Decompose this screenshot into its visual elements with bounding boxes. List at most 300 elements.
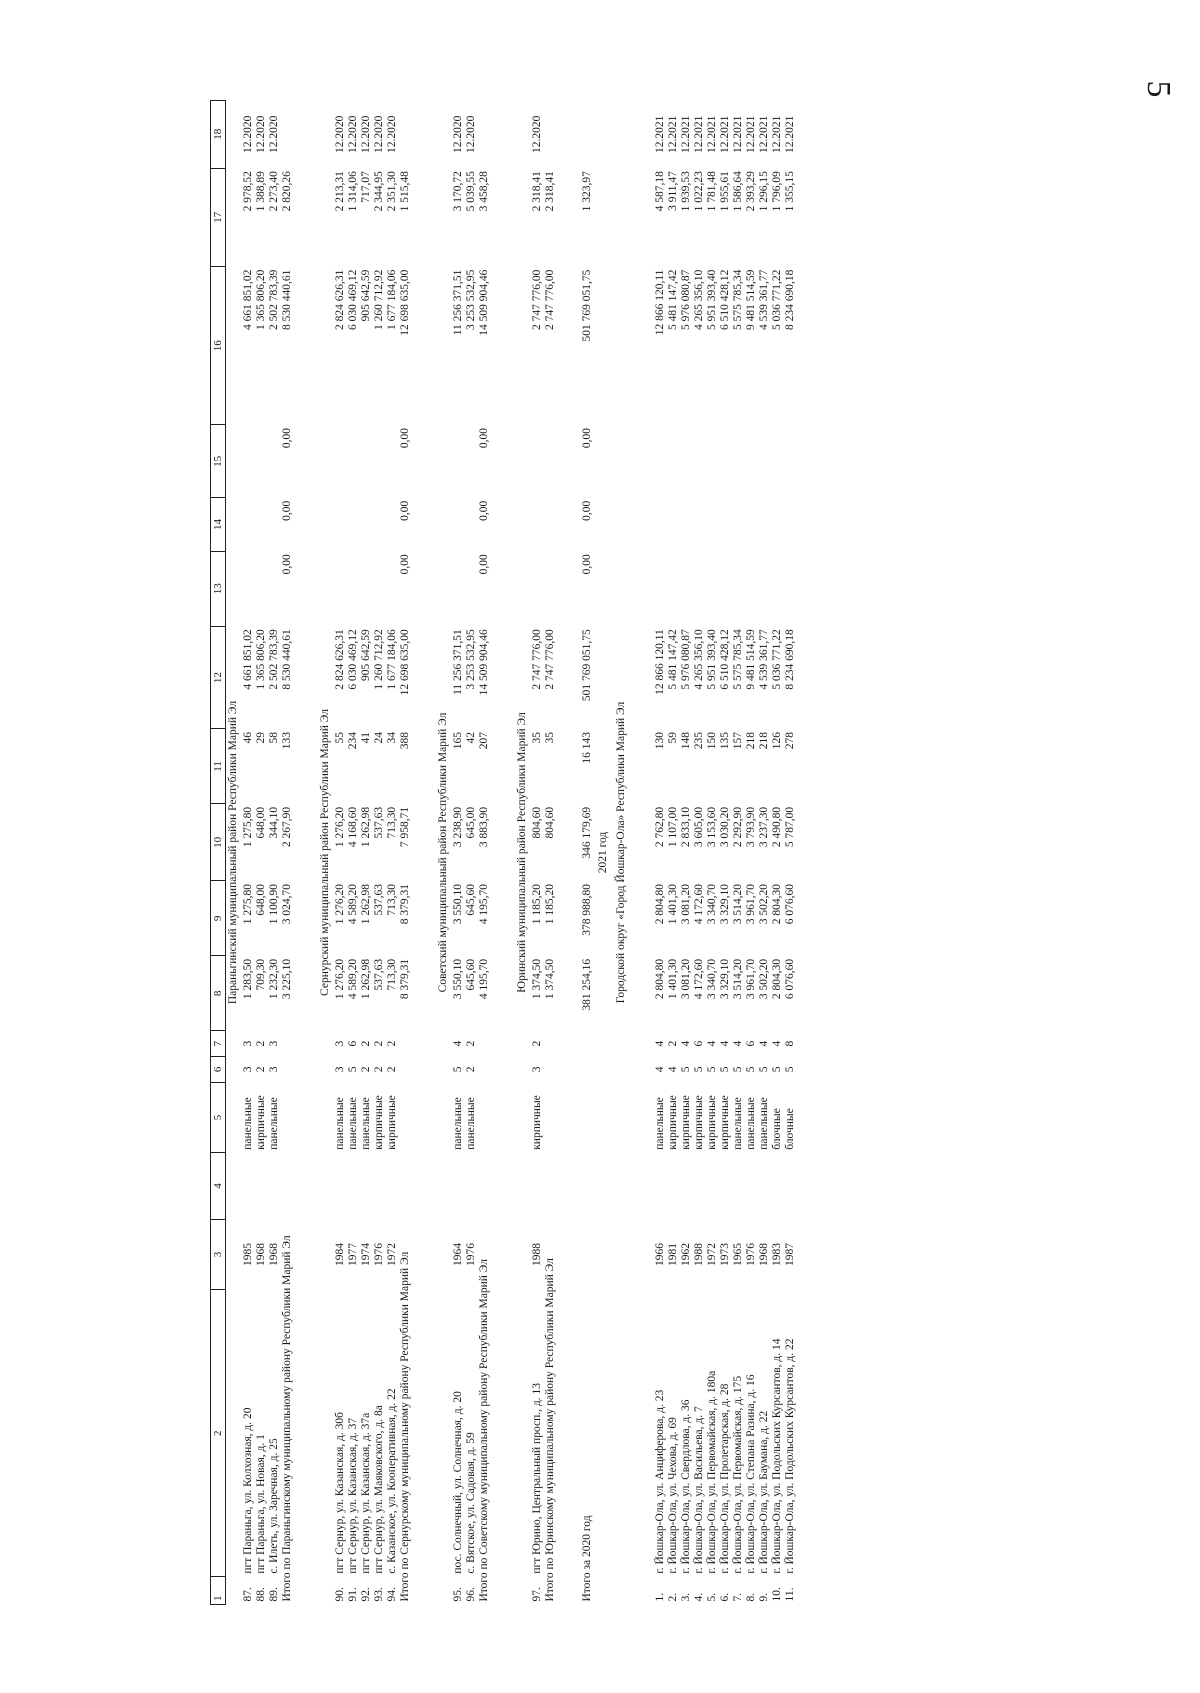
- cell-col-14: [732, 498, 745, 552]
- cell-col-4: [693, 1153, 706, 1219]
- cell-col-4: [347, 1153, 360, 1219]
- cell-col-11: 126: [771, 731, 783, 750]
- total-cell-col-6: [399, 1056, 412, 1082]
- cell-col-3: 1988: [693, 1242, 705, 1266]
- cell-col-18: 12.2021: [732, 115, 744, 153]
- cell-col-14: [465, 498, 478, 552]
- cell-col-14: [242, 498, 255, 552]
- cell-col-5: кирпичные: [693, 1095, 705, 1150]
- total-cell-col-11: 388: [399, 731, 411, 750]
- cell-col-17: 2 318,41: [531, 171, 543, 212]
- cell-col-1: 88.: [255, 1587, 267, 1602]
- cell-col-2: с. Илеть, ул. Заречная, д. 25: [268, 1438, 280, 1574]
- cell-col-8: 1 401,30: [667, 958, 679, 1000]
- total-cell-col-6: [478, 1056, 491, 1082]
- total-cell-col-11: 16 143: [581, 731, 593, 764]
- cell-col-12: 2 502 783,39: [268, 629, 280, 690]
- cell-col-14: [680, 498, 693, 552]
- total-cell-col-6: [544, 1056, 557, 1082]
- cell-col-6: 3: [334, 1066, 346, 1073]
- spacer-row: [491, 101, 515, 1605]
- cell-col-9: 3 081,20: [680, 883, 692, 925]
- column-number-11: 11: [211, 729, 226, 804]
- total-cell-col-16: 12 698 635,00: [399, 269, 411, 336]
- cell-col-9: 2 804,30: [771, 883, 783, 925]
- total-cell-col-18: [281, 101, 294, 169]
- cell-col-14: [758, 498, 771, 552]
- cell-col-8: 3 514,20: [732, 958, 744, 1000]
- cell-col-7: 2: [255, 1040, 267, 1047]
- cell-col-3: 1987: [784, 1242, 796, 1266]
- cell-col-2: пгт Параньга, ул. Колхозная, д. 20: [242, 1407, 254, 1574]
- cell-col-18: 12.2020: [242, 115, 254, 153]
- cell-col-17: 1 296,15: [758, 171, 770, 212]
- cell-col-16: 5 575 785,34: [732, 269, 744, 330]
- cell-col-8: 6 076,60: [784, 958, 796, 1000]
- cell-col-3: 1972: [706, 1242, 718, 1266]
- cell-col-8: 1 262,98: [360, 958, 372, 1000]
- cell-col-2: г. Йошкар-Ола, ул. Подольских Курсантов, д. 14: [771, 1338, 783, 1574]
- cell-col-15: [452, 425, 465, 498]
- cell-col-10: 5 787,00: [784, 806, 796, 848]
- page-number: 5: [1140, 80, 1177, 98]
- cell-col-11: 135: [719, 731, 731, 750]
- column-number-header: [211, 101, 226, 1605]
- cell-col-12: 8 234 690,18: [784, 629, 796, 690]
- cell-col-7: 3: [268, 1040, 280, 1047]
- table-row: [452, 101, 465, 1605]
- cell-col-9: 4 172,60: [693, 883, 705, 925]
- cell-col-9: 645,60: [465, 883, 477, 916]
- cell-col-8: 537,63: [373, 958, 385, 991]
- cell-col-1: 96.: [465, 1587, 477, 1602]
- cell-col-18: 12.2020: [452, 115, 464, 153]
- cell-col-14: [255, 498, 268, 552]
- cell-col-5: панельные: [360, 1097, 372, 1150]
- section-title: Юринский муниципальный район Республики Марий Эл: [516, 712, 529, 993]
- cell-col-13: [242, 551, 255, 626]
- cell-col-11: 218: [745, 731, 757, 750]
- column-number-6: 6: [211, 1056, 226, 1082]
- cell-col-5: кирпичные: [531, 1095, 543, 1150]
- cell-col-2: г. Йошкар-Ола, ул. Степана Разина, д. 16: [745, 1374, 757, 1574]
- cell-col-17: 5 039,55: [465, 171, 477, 212]
- cell-col-2: г. Йошкар-Ола, ул. Анциферова, д. 23: [654, 1389, 666, 1574]
- cell-col-2: г. Йошкар-Ола, ул. Пролетарская, д. 28: [719, 1383, 731, 1574]
- total-cell-col-4: [544, 1153, 557, 1219]
- cell-col-5: кирпичные: [680, 1095, 692, 1150]
- total-cell-col-6: [581, 1056, 594, 1082]
- table-row: [693, 101, 706, 1605]
- cell-col-18: 12.2020: [268, 115, 280, 153]
- total-cell-col-9: 8 379,31: [399, 883, 411, 925]
- cell-col-1: 7.: [732, 1592, 744, 1602]
- cell-col-11: 130: [654, 731, 666, 750]
- table-row: [784, 101, 797, 1605]
- cell-col-8: 3 550,10: [452, 958, 464, 1000]
- cell-col-8: 713,30: [386, 958, 398, 991]
- total-cell-col-7: [544, 1031, 557, 1057]
- cell-col-18: 12.2021: [693, 115, 705, 153]
- cell-col-14: [667, 498, 680, 552]
- total-cell-col-7: [399, 1031, 412, 1057]
- total-cell-col-8: 3 225,10: [281, 958, 293, 1000]
- cell-col-1: 2.: [667, 1592, 679, 1602]
- section-title: Городской округ «Город Йошкар-Ола» Республики Марий Эл: [615, 701, 628, 1004]
- total-cell-col-4: [281, 1153, 294, 1219]
- cell-col-6: 5: [732, 1066, 744, 1073]
- cell-col-17: 2 213,31: [334, 171, 346, 212]
- cell-col-2: пгт Сернур, ул. Казанская, д. 37а: [360, 1412, 372, 1574]
- cell-col-15: [784, 425, 797, 498]
- total-cell-col-6: [281, 1056, 294, 1082]
- total-cell-col-15: 0,00: [281, 427, 293, 449]
- spacer-cell: [294, 101, 318, 1605]
- total-cell-col-16: 501 769 051,75: [581, 269, 593, 342]
- cell-col-15: [255, 425, 268, 498]
- cell-col-6: 4: [667, 1066, 679, 1073]
- cell-col-15: [531, 425, 544, 498]
- cell-col-13: [719, 551, 732, 626]
- cell-col-13: [732, 551, 745, 626]
- cell-col-16: 1 365 806,20: [255, 269, 267, 330]
- total-row: [581, 101, 594, 1605]
- cell-col-12: 12 866 120,11: [654, 629, 666, 695]
- cell-col-15: [758, 425, 771, 498]
- cell-col-18: 12.2021: [758, 115, 770, 153]
- cell-col-4: [667, 1153, 680, 1219]
- cell-col-3: 1976: [373, 1242, 385, 1266]
- register-table: [210, 100, 797, 1605]
- cell-col-9: 648,00: [255, 883, 267, 916]
- cell-col-10: 645,00: [465, 806, 477, 839]
- cell-col-15: [360, 425, 373, 498]
- cell-col-13: [771, 551, 784, 626]
- cell-col-14: [745, 498, 758, 552]
- cell-col-10: 648,00: [255, 806, 267, 839]
- cell-col-1: 5.: [706, 1592, 718, 1602]
- cell-col-1: 6.: [719, 1592, 731, 1602]
- total-row: [478, 101, 491, 1605]
- cell-col-11: 218: [758, 731, 770, 750]
- total-cell-col-4: [399, 1153, 412, 1219]
- cell-col-3: 1981: [667, 1242, 679, 1266]
- cell-col-17: 2 273,40: [268, 171, 280, 212]
- cell-col-16: 5 951 393,40: [706, 269, 718, 330]
- cell-col-8: 4 172,60: [693, 958, 705, 1000]
- cell-col-18: 12.2021: [654, 115, 666, 153]
- table-row: [334, 101, 347, 1605]
- cell-col-7: 2: [360, 1040, 372, 1047]
- cell-col-8: 3 961,70: [745, 958, 757, 1000]
- cell-col-4: [531, 1153, 544, 1219]
- cell-col-12: 1 260 712,92: [373, 629, 385, 690]
- cell-col-1: 94.: [386, 1587, 398, 1602]
- total-cell-col-9: 1 185,20: [544, 883, 556, 925]
- cell-col-4: [452, 1153, 465, 1219]
- cell-col-17: 1 388,89: [255, 171, 267, 212]
- cell-col-11: 42: [465, 731, 477, 744]
- cell-col-15: [373, 425, 386, 498]
- column-number-12: 12: [211, 626, 226, 729]
- cell-col-13: [268, 551, 281, 626]
- cell-col-18: 12.2021: [784, 115, 796, 153]
- cell-col-14: [373, 498, 386, 552]
- cell-col-1: 92.: [360, 1587, 372, 1602]
- cell-col-11: 34: [386, 731, 398, 744]
- table-row: [719, 101, 732, 1605]
- cell-col-7: 2: [667, 1040, 679, 1047]
- cell-col-10: 3 153,60: [706, 806, 718, 848]
- cell-col-18: 12.2020: [386, 115, 398, 153]
- cell-col-11: 35: [531, 731, 543, 744]
- cell-col-5: панельные: [334, 1097, 346, 1150]
- table-row: [732, 101, 745, 1605]
- cell-col-1: 11.: [784, 1587, 796, 1602]
- column-number-4: 4: [211, 1153, 226, 1219]
- total-label: Итого по Сернурскому муниципальному району Республики Марий Эл: [398, 1251, 411, 1602]
- total-cell-col-11: 207: [478, 731, 490, 750]
- cell-col-5: кирпичные: [706, 1095, 718, 1150]
- cell-col-3: 1968: [255, 1242, 267, 1266]
- cell-col-12: 5 951 393,40: [706, 629, 718, 690]
- cell-col-10: 537,63: [373, 806, 385, 839]
- cell-col-4: [360, 1153, 373, 1219]
- cell-col-2: пгт Юрино, Центральный просп., д. 13: [531, 1383, 543, 1574]
- cell-col-15: [334, 425, 347, 498]
- cell-col-16: 11 256 371,51: [452, 269, 464, 336]
- year-heading-row: [594, 101, 614, 1605]
- cell-col-1: 8.: [745, 1592, 757, 1602]
- total-cell-col-17: 1 323,97: [581, 171, 593, 212]
- total-row: [544, 101, 557, 1605]
- cell-col-3: 1964: [452, 1242, 464, 1266]
- cell-col-2: г. Йошкар-Ола, ул. Первомайская, д. 175: [732, 1375, 744, 1574]
- cell-col-15: [242, 425, 255, 498]
- cell-col-14: [268, 498, 281, 552]
- column-number-14: 14: [211, 498, 226, 552]
- cell-col-6: 5: [771, 1066, 783, 1073]
- total-cell-col-12: 8 530 440,61: [281, 629, 293, 690]
- cell-col-12: 9 481 514,59: [745, 629, 757, 690]
- cell-col-16: 5 481 147,42: [667, 269, 679, 330]
- total-cell-col-5: [544, 1082, 557, 1153]
- total-cell-col-11: 35: [544, 731, 556, 744]
- cell-col-7: 4: [706, 1040, 718, 1047]
- cell-col-5: кирпичные: [719, 1095, 731, 1150]
- cell-col-16: 4 539 361,77: [758, 269, 770, 330]
- cell-col-12: 11 256 371,51: [452, 629, 464, 695]
- cell-col-16: 4 661 851,02: [242, 269, 254, 330]
- cell-col-13: [758, 551, 771, 626]
- column-number-15: 15: [211, 425, 226, 498]
- cell-col-18: 12.2020: [373, 115, 385, 153]
- cell-col-13: [373, 551, 386, 626]
- cell-col-13: [680, 551, 693, 626]
- cell-col-12: 1 365 806,20: [255, 629, 267, 690]
- column-number-8: 8: [211, 956, 226, 1031]
- total-cell-col-7: [478, 1031, 491, 1057]
- section-title: Сернурский муниципальный район Республики Марий Эл: [319, 709, 332, 996]
- cell-col-17: 4 587,18: [654, 171, 666, 212]
- total-cell-col-14: 0,00: [478, 500, 490, 521]
- spacer-row: [557, 101, 581, 1605]
- cell-col-10: 1 262,98: [360, 806, 372, 848]
- cell-col-6: 2: [255, 1066, 267, 1073]
- cell-col-3: 1962: [680, 1242, 692, 1266]
- cell-col-7: 4: [452, 1040, 464, 1047]
- cell-col-11: 41: [360, 731, 372, 744]
- column-number-18: 18: [211, 101, 226, 169]
- cell-col-2: г. Йошкар-Ола, ул. Первомайская, д. 180а: [706, 1370, 718, 1574]
- cell-col-8: 709,30: [255, 958, 267, 991]
- cell-col-7: 6: [347, 1040, 359, 1047]
- total-cell-col-18: [581, 101, 594, 169]
- cell-col-15: [654, 425, 667, 498]
- cell-col-14: [386, 498, 399, 552]
- cell-col-16: 12 866 120,11: [654, 269, 666, 336]
- table-row: [347, 101, 360, 1605]
- cell-col-5: кирпичные: [386, 1095, 398, 1150]
- cell-col-17: 1 955,61: [719, 171, 731, 212]
- cell-col-3: 1968: [268, 1242, 280, 1266]
- cell-col-18: 12.2021: [680, 115, 692, 153]
- cell-col-12: 5 575 785,34: [732, 629, 744, 690]
- cell-col-9: 1 276,20: [334, 883, 346, 925]
- cell-col-2: г. Йошкар-Ола, ул. Баумана, д. 22: [758, 1410, 770, 1574]
- cell-col-9: 1 262,98: [360, 883, 372, 925]
- cell-col-17: 3 170,72: [452, 171, 464, 212]
- cell-col-7: 4: [680, 1040, 692, 1047]
- total-cell-col-10: 804,60: [544, 806, 556, 839]
- section-heading-row: [226, 101, 243, 1605]
- cell-col-5: панельные: [347, 1097, 359, 1150]
- cell-col-3: 1976: [465, 1242, 477, 1266]
- cell-col-3: 1983: [771, 1242, 783, 1266]
- cell-col-17: 1 781,48: [706, 171, 718, 212]
- cell-col-17: 717,07: [360, 171, 372, 203]
- cell-col-2: пгт Сернур, ул. Казанская, д. 37: [347, 1417, 359, 1574]
- cell-col-7: 6: [693, 1040, 705, 1047]
- cell-col-6: 5: [452, 1066, 464, 1073]
- cell-col-5: кирпичные: [255, 1095, 267, 1150]
- cell-col-4: [255, 1153, 268, 1219]
- cell-col-12: 4 539 361,77: [758, 629, 770, 690]
- cell-col-11: 29: [255, 731, 267, 744]
- cell-col-8: 3 340,70: [706, 958, 718, 1000]
- cell-col-2: с. Казанское, ул. Кооперативная, д. 22: [386, 1388, 398, 1574]
- cell-col-10: 2 762,80: [654, 806, 666, 848]
- cell-col-15: [771, 425, 784, 498]
- cell-col-9: 1 100,90: [268, 883, 280, 925]
- column-number-2: 2: [211, 1290, 226, 1577]
- cell-col-9: 537,63: [373, 883, 385, 916]
- cell-col-18: 12.2020: [465, 115, 477, 153]
- cell-col-8: 1 276,20: [334, 958, 346, 1000]
- cell-col-4: [745, 1153, 758, 1219]
- cell-col-6: 5: [745, 1066, 757, 1073]
- cell-col-1: 1.: [654, 1592, 666, 1602]
- section-title: Советский муниципальный район Республики Марий Эл: [437, 712, 450, 993]
- cell-col-6: 4: [654, 1066, 666, 1073]
- spacer-row: [412, 101, 436, 1605]
- cell-col-11: 235: [693, 731, 705, 750]
- cell-col-12: 6 510 428,12: [719, 629, 731, 690]
- year-title: 2021 год: [597, 831, 610, 874]
- table-row: [268, 101, 281, 1605]
- spacer-row: [630, 101, 654, 1605]
- section-heading-row: [614, 101, 630, 1605]
- cell-col-14: [360, 498, 373, 552]
- cell-col-4: [465, 1153, 478, 1219]
- cell-col-9: 3 329,10: [719, 883, 731, 925]
- cell-col-1: 93.: [373, 1587, 385, 1602]
- total-cell-col-16: 14 509 904,46: [478, 269, 490, 336]
- table-row: [680, 101, 693, 1605]
- cell-col-1: 90.: [334, 1587, 346, 1602]
- cell-col-9: 1 275,80: [242, 883, 254, 925]
- total-cell-col-10: 346 179,69: [581, 806, 593, 859]
- total-label: Итого по Параньгинскому муниципальному району Республики Марий Эл: [280, 1235, 293, 1602]
- cell-col-5: панельные: [452, 1097, 464, 1150]
- cell-col-12: 3 253 532,95: [465, 629, 477, 690]
- cell-col-7: 4: [654, 1040, 666, 1047]
- cell-col-18: 12.2020: [347, 115, 359, 153]
- cell-col-11: 278: [784, 731, 796, 750]
- cell-col-5: панельные: [758, 1097, 770, 1150]
- cell-col-17: 2 978,52: [242, 171, 254, 212]
- cell-col-8: 4 589,20: [347, 958, 359, 1000]
- table-body: [226, 101, 798, 1605]
- cell-col-17: 1 586,64: [732, 171, 744, 212]
- cell-col-13: [255, 551, 268, 626]
- cell-col-10: 804,60: [531, 806, 543, 839]
- total-cell-col-9: 4 195,70: [478, 883, 490, 925]
- cell-col-3: 1968: [758, 1242, 770, 1266]
- total-cell-col-13: [544, 551, 557, 626]
- cell-col-4: [706, 1153, 719, 1219]
- cell-col-8: 1 283,50: [242, 958, 254, 1000]
- table-row: [465, 101, 478, 1605]
- cell-col-14: [347, 498, 360, 552]
- cell-col-13: [334, 551, 347, 626]
- cell-col-5: кирпичные: [373, 1095, 385, 1150]
- total-cell-col-9: 3 024,70: [281, 883, 293, 925]
- spacer-cell: [630, 101, 654, 1605]
- cell-col-8: 3 502,20: [758, 958, 770, 1000]
- column-number-7: 7: [211, 1031, 226, 1057]
- cell-col-11: 234: [347, 731, 359, 750]
- cell-col-7: 3: [334, 1040, 346, 1047]
- cell-col-4: [771, 1153, 784, 1219]
- cell-col-18: 12.2021: [706, 115, 718, 153]
- cell-col-3: 1985: [242, 1242, 254, 1266]
- spacer-cell: [491, 101, 515, 1605]
- cell-col-5: блочные: [784, 1108, 796, 1150]
- total-cell-col-12: 501 769 051,75: [581, 629, 593, 702]
- cell-col-12: 2 747 776,00: [531, 629, 543, 690]
- total-cell-col-5: [478, 1082, 491, 1153]
- cell-col-10: 2 292,90: [732, 806, 744, 848]
- total-cell-col-7: [281, 1031, 294, 1057]
- cell-col-16: 1 677 184,06: [386, 269, 398, 330]
- column-number-5: 5: [211, 1082, 226, 1153]
- total-cell-col-7: [581, 1031, 594, 1057]
- cell-col-8: 1 232,30: [268, 958, 280, 1000]
- total-cell-col-11: 133: [281, 731, 293, 750]
- cell-col-9: 3 514,20: [732, 883, 744, 925]
- table-row: [373, 101, 386, 1605]
